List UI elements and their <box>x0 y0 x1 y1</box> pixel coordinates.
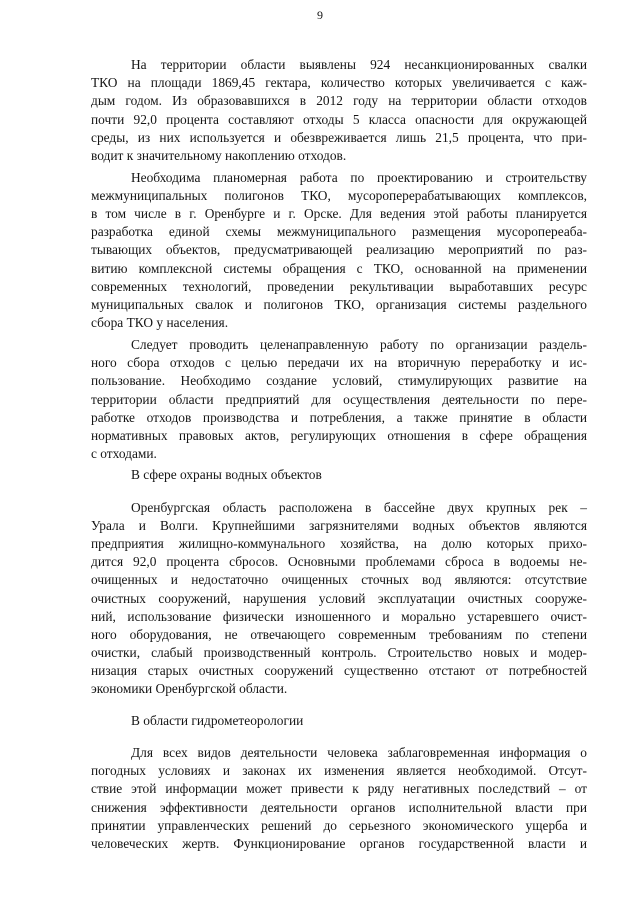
text-line: территории области предприятий для осуществления деятельности по пере- <box>91 392 587 407</box>
text-line: экономики Оренбургской области. <box>91 681 288 696</box>
text-line: Оренбургская область расположена в бассейне двух крупных рек – <box>131 500 587 515</box>
text-line: Для всех видов деятельности человека заблаговременная информация о <box>131 745 587 760</box>
text-line: предприятия жилищно-коммунального хозяйства, на долю которых прихо- <box>91 536 587 551</box>
text-line: На территории области выявлены 924 несанкционированных свалки <box>131 57 587 72</box>
text-line: погодных условиях и законах их изменения является необходимой. Отсут- <box>91 763 587 778</box>
text-line: витию комплексной системы обращения с ТКО, основанной на применении <box>91 261 587 276</box>
page-number: 9 <box>317 8 323 22</box>
section-heading: В области гидрометеорологии <box>131 713 304 728</box>
text-line: принятии управленческих решений до серьезного экономического ущерба и <box>91 818 587 833</box>
text-line: ТКО на площади 1869,45 гектара, количество которых увеличивается с каж- <box>91 75 587 90</box>
text-line: ного сбора отходов с целью передачи их на вторичную переработку и ис- <box>91 355 587 370</box>
text-line: разработка единой схемы межмуниципального размещения мусоропереаба- <box>91 224 587 239</box>
text-line: Необходима планомерная работа по проектированию и строительству <box>131 170 587 185</box>
text-line: в том числе в г. Оренбурге и г. Орске. Для ведения этой работы планируется <box>91 206 587 221</box>
text-line: водит к значительному накоплению отходов. <box>91 148 347 163</box>
text-line: снижения эффективности деятельности органов исполнительной власти при <box>91 800 587 815</box>
text-line: ствие этой информации может привести к ряду негативных последствий – от <box>91 781 587 796</box>
text-line: ного оборудования, не отвечающего современным требованиям по степени <box>91 627 587 642</box>
text-line: очищенных и недостаточно очищенных сточных вод являются: отсутствие <box>91 572 587 587</box>
text-line: человеческих жертв. Функционирование органов государственной власти и <box>91 836 587 851</box>
text-line: пользование. Необходимо создание условий, стимулирующих развитие на <box>91 373 587 388</box>
text-line: ний, использование физически изношенного и морально устаревшего очист- <box>91 609 587 624</box>
text-line: с отходами. <box>91 446 157 461</box>
text-line: очистки, слабый производственный контроль. Строительство новых и модер- <box>91 645 587 660</box>
text-line: межмуниципальных полигонов ТКО, мусороперерабатывающих комплексов, <box>91 188 587 203</box>
text-line: муниципальных свалок и полигонов ТКО, организация системы раздельного <box>91 297 587 312</box>
text-line: почти 92,0 процента составляют отходы 5 класса опасности для окружающей <box>91 112 587 127</box>
text-line: дым годом. Из образовавшихся в 2012 году на территории области отходов <box>91 93 587 108</box>
text-line: тывающих объектов, предусматривающей реализацию мероприятий по раз- <box>91 242 587 257</box>
text-line: сбора ТКО у населения. <box>91 315 229 330</box>
text-line: Следует проводить целенаправленную работу по организации раздель- <box>131 337 587 352</box>
text-line: Урала и Волги. Крупнейшими загрязнителями водных объектов являются <box>91 518 587 533</box>
text-line: нормативных правовых актов, регулирующих отношения в сфере обращения <box>91 428 587 443</box>
text-line: низация старых очистных сооружений существенно отстают от потребностей <box>91 663 587 678</box>
text-line: работке отходов производства и потребления, а также принятие в области <box>91 410 587 425</box>
text-line: очистных сооружений, нарушения условий эксплуатации очистных сооруже- <box>91 591 587 606</box>
text-line: современных технологий, проведении рекультивации выработавших ресурс <box>91 279 587 294</box>
text-line: среды, из них используется и обезвреживается лишь 21,5 процента, что при- <box>91 130 587 145</box>
text-line: дится 92,0 процента сбросов. Основными проблемами сброса в водоемы не- <box>91 554 587 569</box>
section-heading: В сфере охраны водных объектов <box>131 467 322 482</box>
